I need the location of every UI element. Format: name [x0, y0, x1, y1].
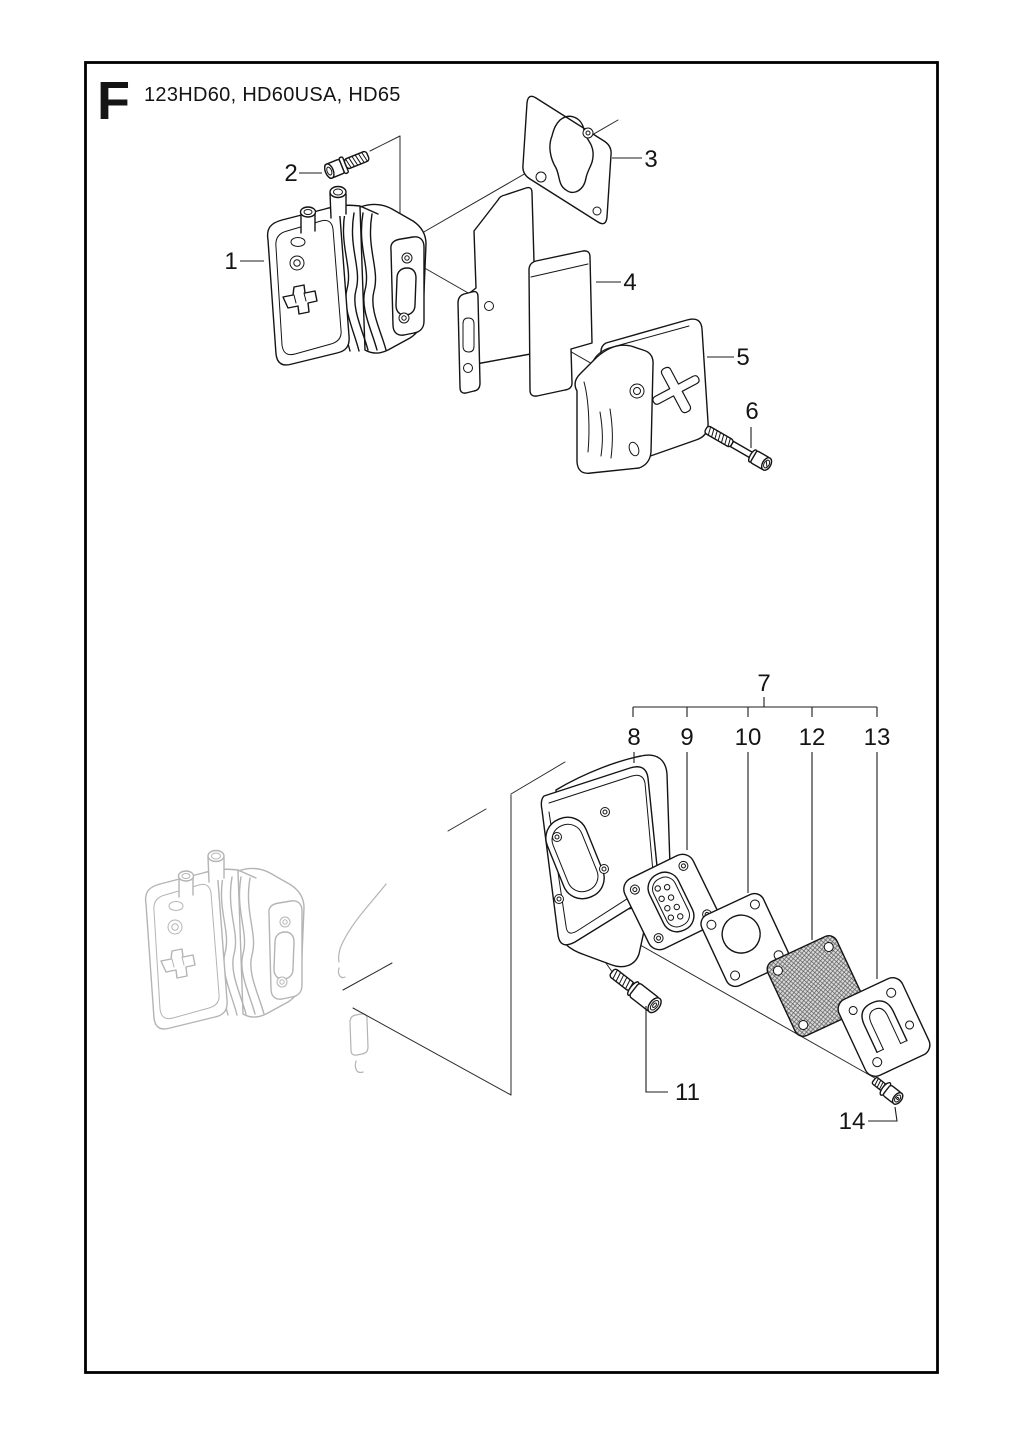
section-letter: F: [97, 71, 130, 131]
callout-3: 3: [644, 146, 658, 173]
callout-10: 10: [734, 724, 762, 751]
page-title: 123HD60, HD60USA, HD65: [144, 84, 401, 106]
callout-1: 1: [224, 248, 238, 275]
callout-12: 12: [798, 724, 826, 751]
callout-8: 8: [627, 724, 641, 751]
callout-11: 11: [675, 1079, 700, 1106]
callout-5: 5: [736, 344, 750, 371]
callout-2: 2: [284, 160, 298, 187]
callout-9: 9: [680, 724, 694, 751]
callout-4: 4: [623, 269, 637, 296]
callout-14: 14: [838, 1108, 866, 1135]
callout-6: 6: [745, 398, 759, 425]
callout-7: 7: [757, 670, 771, 697]
callout-13: 13: [863, 724, 891, 751]
